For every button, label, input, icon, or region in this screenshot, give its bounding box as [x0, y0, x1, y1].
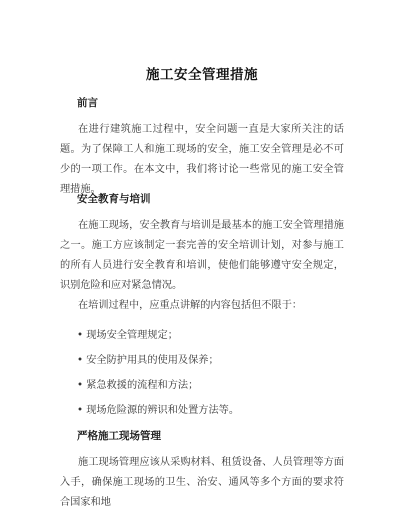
paragraph-education: 在施工现场，安全教育与培训是最基本的施工安全管理措施之一。施工方应该制定一套完善的安全培训计划，对参与施工的所有人员进行安全教育和培训，使他们能够遵守安全规定，识别危险和应对紧急情况。	[60, 220, 344, 291]
section-heading-site: 严格施工现场管理	[77, 430, 161, 442]
document-title: 施工安全管理措施	[146, 67, 258, 83]
paragraph-site: 施工现场管理应该从采购材料、租赁设备、人员管理等方面入手，确保施工现场的卫生、治安、通风等多个方面的要求符合国家和地	[60, 457, 344, 508]
list-item: • 现场安全管理规定；	[77, 330, 178, 341]
paragraph-list-intro: 在培训过程中，应重点讲解的内容包括但不限于：	[78, 300, 303, 311]
section-heading-education: 安全教育与培训	[77, 193, 151, 205]
section-heading-intro: 前言	[77, 97, 98, 109]
paragraph-intro: 在进行建筑施工过程中，安全问题一直是大家所关注的话题。为了保障工人和施工现场的安全，施工安全管理是必不可少的一项工作。在本文中，我们将讨论一些常见的施工安全管理措施。	[60, 124, 344, 195]
list-item: • 现场危险源的辨识和处置方法等。	[77, 405, 240, 416]
document-page	[60, 0, 344, 518]
list-item: • 紧急救援的流程和方法；	[77, 380, 199, 391]
list-item: • 安全防护用具的使用及保养；	[77, 355, 219, 366]
